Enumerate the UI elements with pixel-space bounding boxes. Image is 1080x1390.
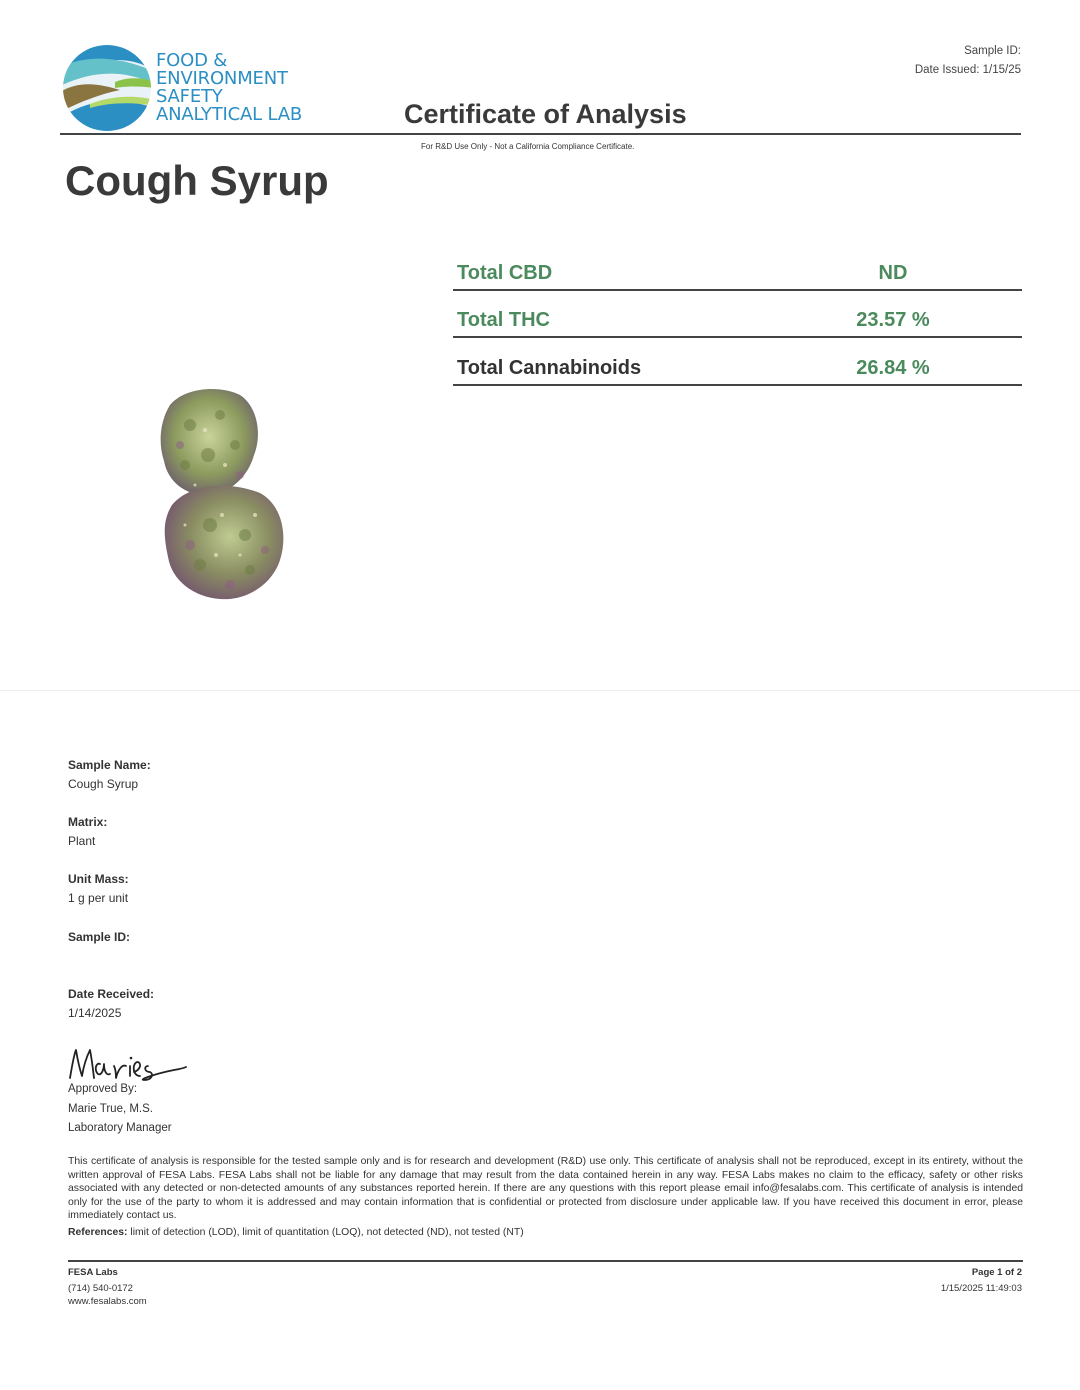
summary-value: ND xyxy=(878,262,908,284)
date-received-value: 1/14/2025 xyxy=(68,1006,122,1020)
footer-lab-name: FESA Labs xyxy=(68,1267,118,1278)
footer-website: www.fesalabs.com xyxy=(68,1296,147,1307)
footer-phone: (714) 540-0172 xyxy=(68,1283,133,1294)
cannabis-bud-image xyxy=(150,385,295,610)
page-number: Page 1 of 2 xyxy=(971,1267,1022,1278)
logo-wordmark xyxy=(156,52,356,124)
unit-mass-value: 1 g per unit xyxy=(68,891,129,905)
summary-row-total-cannabinoids xyxy=(453,344,1022,386)
footer-timestamp: 1/15/2025 11:49:03 xyxy=(940,1283,1022,1294)
header-meta xyxy=(915,42,1021,80)
sample-name-field xyxy=(68,758,151,791)
unit-mass-field xyxy=(68,872,129,905)
product-name-title: Cough Syrup xyxy=(65,157,329,204)
date-received-field xyxy=(68,987,154,1020)
summary-value: 26.84 % xyxy=(856,357,930,379)
footer-lab-info xyxy=(68,1266,147,1308)
unit-mass-label: Unit Mass: xyxy=(68,872,129,886)
date-issued: Date Issued: 1/15/25 xyxy=(914,64,1021,76)
matrix-field xyxy=(68,815,107,848)
sample-name-value: Cough Syrup xyxy=(68,777,139,791)
logo-line-1: FOOD & xyxy=(156,50,228,71)
rd-use-note: For R&D Use Only - Not a California Compliance Certificate. xyxy=(421,142,635,151)
sample-name-label: Sample Name: xyxy=(68,758,151,772)
approved-by-label: Approved By: xyxy=(68,1083,138,1095)
logo-line-2: ENVIRONMENT xyxy=(156,68,288,89)
references-text: limit of detection (LOD), limit of quantitation (LOQ), not detected (ND), not tested (NT) xyxy=(127,1227,524,1238)
footer-page-info xyxy=(941,1266,1022,1295)
sample-id-label: Sample ID: xyxy=(964,45,1021,57)
summary-row-total-thc xyxy=(453,296,1022,338)
footer-divider xyxy=(68,1260,1023,1262)
matrix-label: Matrix: xyxy=(68,815,108,829)
approver-title: Laboratory Manager xyxy=(68,1122,172,1134)
fesa-logo-icon xyxy=(60,42,155,134)
certificate-title: Certificate of Analysis xyxy=(404,99,687,129)
disclaimer-text: This certificate of analysis is responsible for the tested sample only and is for research and development (R&D) use only. This certificate of analysis shall not be reproduced, except in its entirety, without the written approval of FESA Labs. FESA Labs shall not be liable for any damage that may result from the data contained herein in any way. FESA Labs makes no claim to the efficacy, safety or other risks associated with any detected or non-detected amounts of any substances reported herein. If there are any questions with this report please email info@fesalabs.com. This certificate of analysis is intended only for the use of the party to whom it is addressed and may contain information that is confidential or protected from disclosure under applicable law. If you have received this document in error, please immediately contact us. xyxy=(68,1156,1023,1222)
approver-name: Marie True, M.S. xyxy=(68,1102,153,1115)
approver-signature xyxy=(64,1040,189,1085)
references-label: References: xyxy=(68,1227,128,1238)
sample-id-field xyxy=(68,930,130,944)
scan-artifact-line xyxy=(0,690,1080,691)
date-received-label: Date Received: xyxy=(68,987,155,1001)
header-divider xyxy=(60,133,1021,135)
references-line xyxy=(68,1227,524,1238)
approval-block xyxy=(68,1080,172,1139)
logo-line-3: SAFETY xyxy=(156,86,223,107)
summary-row-total-cbd xyxy=(453,249,1022,291)
sample-id-field-label: Sample ID: xyxy=(68,930,131,944)
logo-line-4: ANALYTICAL LAB xyxy=(156,104,302,125)
summary-value: 23.57 % xyxy=(856,309,930,331)
matrix-value: Plant xyxy=(68,834,96,848)
summary-label: Total Cannabinoids xyxy=(457,357,642,379)
summary-label: Total CBD xyxy=(457,262,553,284)
summary-label: Total THC xyxy=(457,309,550,331)
